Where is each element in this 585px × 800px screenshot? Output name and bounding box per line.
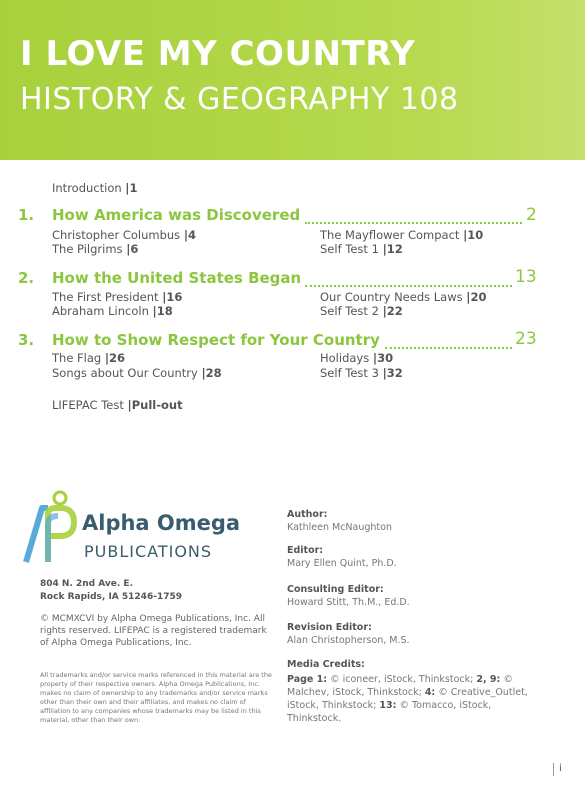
- toc-entry: [52, 228, 196, 242]
- revision-editor-name: Alan Christopherson, M.S.: [287, 635, 410, 646]
- media-credits: [287, 673, 532, 725]
- unit-3-heading: [18, 331, 34, 349]
- unit-title: How America was Discovered: [52, 206, 301, 224]
- toc-entry-label: Introduction: [52, 181, 122, 195]
- media-credit-text: © Malchev, iStock, Thinkstock;: [287, 674, 513, 698]
- toc-lifepac-test: [52, 398, 183, 412]
- toc-entry: [52, 366, 222, 380]
- toc-entry-page: |Pull-out: [127, 398, 183, 412]
- toc-entry: [320, 228, 483, 242]
- consulting-editor-name: Howard Stitt, Th.M., Ed.D.: [287, 597, 410, 608]
- toc-entry-page: |1: [125, 181, 138, 195]
- toc-entry-label: Songs about Our Country: [52, 366, 198, 380]
- unit-page-number: 2: [526, 205, 537, 225]
- toc-entry: [320, 366, 403, 380]
- footer-divider: [553, 763, 554, 776]
- toc-entry: [320, 351, 393, 365]
- unit-page-number: 13: [515, 267, 537, 287]
- author-name: Kathleen McNaughton: [287, 522, 392, 533]
- leader-dots: [305, 285, 512, 287]
- publisher-name: Alpha Omega: [82, 511, 241, 535]
- toc-entry-label: Self Test 1: [320, 242, 379, 256]
- toc-entry-page: |6: [126, 242, 139, 256]
- toc-entry: [52, 242, 138, 256]
- toc-entry-label: The Flag: [52, 351, 102, 365]
- address-line-2: Rock Rapids, IA 51246-1759: [40, 592, 182, 602]
- toc-entry: [52, 351, 125, 365]
- toc-entry-label: Self Test 3: [320, 366, 379, 380]
- editor-name: Mary Ellen Quint, Ph.D.: [287, 558, 397, 569]
- toc-entry: [320, 290, 487, 304]
- unit-title: How to Show Respect for Your Country: [52, 331, 380, 349]
- toc-entry-label: Christopher Columbus: [52, 228, 181, 242]
- toc-entry: [320, 304, 403, 318]
- page-title: I LOVE MY COUNTRY: [20, 34, 416, 74]
- toc-entry: [52, 304, 173, 318]
- toc-entry-page: |4: [183, 228, 197, 242]
- toc-entry-page: |16: [162, 290, 183, 304]
- toc-entry-label: The Mayflower Compact: [320, 228, 460, 242]
- leader-dots: [385, 347, 512, 349]
- leader-dots: [305, 222, 522, 224]
- author-label: Author:: [287, 509, 328, 520]
- toc-entry-page: |22: [382, 304, 403, 318]
- unit-number: 2.: [18, 269, 35, 287]
- alpha-omega-logo-icon: [18, 490, 78, 570]
- toc-entry-label: Holidays: [320, 351, 370, 365]
- unit-1-heading: [18, 206, 34, 224]
- media-credit-pages: 2, 9:: [476, 674, 501, 685]
- unit-title: How the United States Began: [52, 269, 302, 287]
- media-credit-pages: 13:: [379, 700, 397, 711]
- unit-number: 1.: [18, 206, 35, 224]
- toc-entry-label: Our Country Needs Laws: [320, 290, 463, 304]
- toc-introduction: [52, 181, 138, 195]
- publisher-subname: PUBLICATIONS: [84, 542, 213, 561]
- editor-label: Editor:: [287, 545, 324, 556]
- media-credit-text: © iconeer, iStock, Thinkstock;: [330, 674, 474, 685]
- toc-entry-label: Abraham Lincoln: [52, 304, 149, 318]
- unit-2-heading: [18, 269, 34, 287]
- page-subtitle: HISTORY & GEOGRAPHY 108: [20, 82, 459, 117]
- revision-editor-label: Revision Editor:: [287, 622, 372, 633]
- toc-entry-label: The First President: [52, 290, 159, 304]
- unit-number: 3.: [18, 331, 35, 349]
- toc-entry-label: Self Test 2: [320, 304, 379, 318]
- unit-1-title-row: [52, 206, 300, 224]
- media-credit-text: © Creative_Outlet, iStock, Thinkstock;: [287, 687, 528, 711]
- trademark-notice: All trademarks and/or service marks referenced in this material are the property of their respective owners. Alpha Omega Publications, Inc. makes no claim of ownership to any trademarks and/or service marks other than their own and their affiliates, and makes no claim of affiliation to any companies whose trademarks may be listed in this material, other than their own.: [40, 671, 272, 724]
- media-credit-pages: 4:: [424, 687, 436, 698]
- unit-2-title-row: [52, 269, 301, 287]
- toc-entry-page: |26: [104, 351, 126, 365]
- toc-entry-page: |30: [372, 351, 394, 365]
- toc-entry-page: |28: [201, 366, 222, 380]
- toc-entry-label: LIFEPAC Test: [52, 398, 124, 412]
- page-number: i: [559, 763, 562, 774]
- consulting-editor-label: Consulting Editor:: [287, 584, 384, 595]
- media-credit-text: © Tomacco, iStock, Thinkstock.: [287, 700, 492, 724]
- toc-entry-page: |20: [466, 290, 487, 304]
- toc-entry: [320, 242, 403, 256]
- media-credit-pages: Page 1:: [287, 674, 328, 685]
- toc-entry: [52, 290, 182, 304]
- toc-entry-page: |12: [382, 242, 403, 256]
- copyright-notice: © MCMXCVI by Alpha Omega Publications, Inc. All rights reserved. LIFEPAC is a registered trademark of Alpha Omega Publications, Inc.: [40, 614, 267, 648]
- unit-3-title-row: [52, 331, 380, 349]
- unit-page-number: 23: [515, 329, 537, 349]
- address-line-1: 804 N. 2nd Ave. E.: [40, 579, 133, 589]
- toc-entry-label: The Pilgrims: [52, 242, 123, 256]
- toc-entry-page: |10: [463, 228, 484, 242]
- toc-entry-page: |18: [152, 304, 173, 318]
- media-credits-label: Media Credits:: [287, 659, 365, 670]
- toc-entry-page: |32: [382, 366, 403, 380]
